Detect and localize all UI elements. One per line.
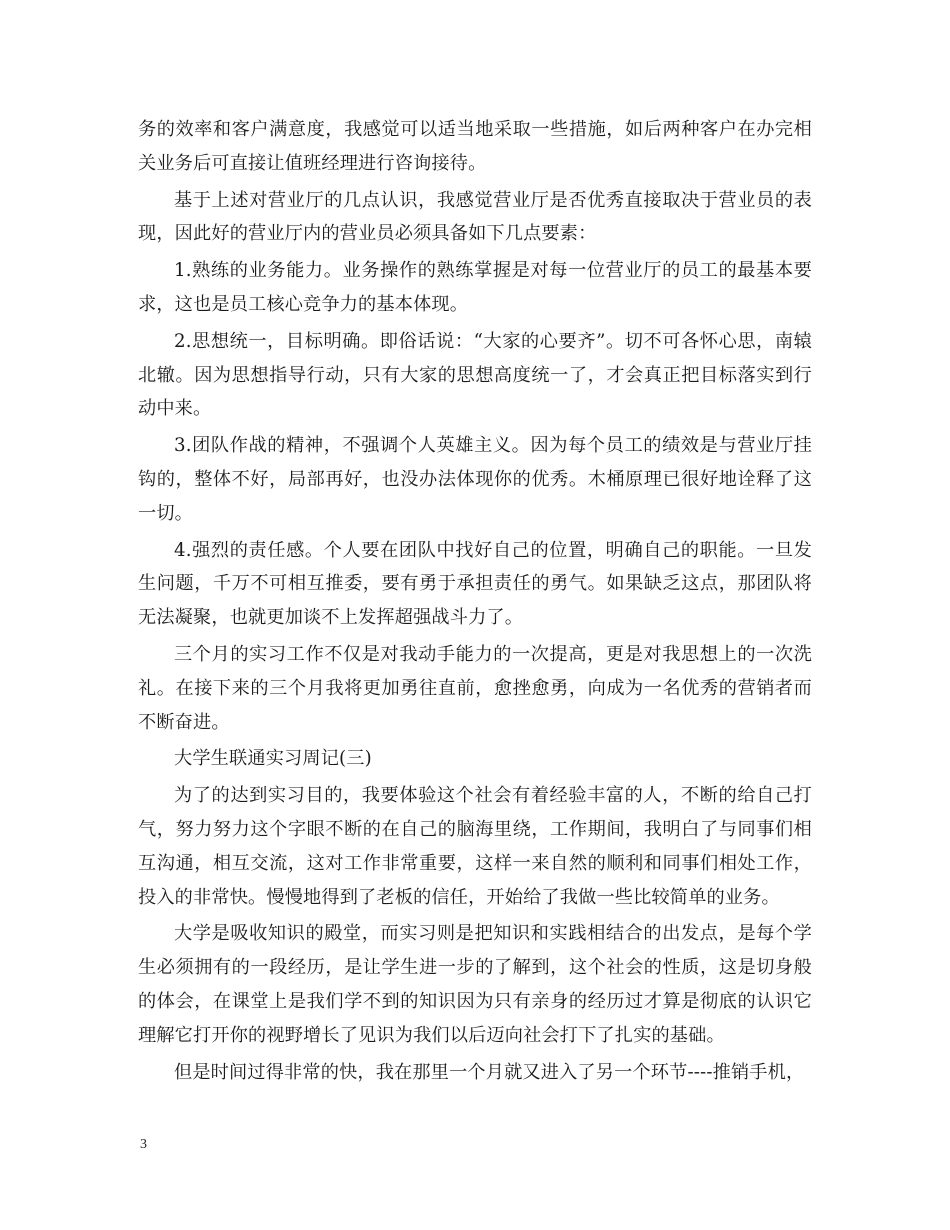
list-item-paragraph: 1.熟练的业务能力。业务操作的熟练掌握是对每一位营业厅的员工的最基本要求，这也是员工核心竞争力的基本体现。: [138, 260, 812, 315]
paragraph: 为了的达到实习目的，我要体验这个社会有着经验丰富的人，不断的给自己打气，努力努力这个字眼不断的在自己的脑海里绕，工作期间，我明白了与同事们相互沟通，相互交流，这对工作非常重要，这样一来自然的顺利和同事们相处工作，投入的非常快。慢慢地得到了老板的信任，开始给了我做一些比较简单的业务。: [138, 785, 812, 908]
document-body: [138, 113, 812, 1092]
paragraph: 大学是吸收知识的殿堂，而实习则是把知识和实践相结合的出发点，是每个学生必须拥有的一段经历，是让学生进一步的了解到，这个社会的性质，这是切身般的体会，在课堂上是我们学不到的知识因为只有亲身的经历过才算是彻底的认识它理解它打开你的视野增长了见识为我们以后迈向社会打下了扎实的基础。: [138, 923, 812, 1046]
paragraph: 务的效率和客户满意度，我感觉可以适当地采取一些措施，如后两种客户在办完相关业务后可直接让值班经理进行咨询接待。: [138, 119, 812, 174]
list-item-paragraph: 3.团队作战的精神，不强调个人英雄主义。因为每个员工的绩效是与营业厅挂钩的，整体不好，局部再好，也没办法体现你的优秀。木桶原理已很好地诠释了这一切。: [138, 435, 812, 524]
paragraph: 但是时间过得非常的快，我在那里一个月就又进入了另一个环节----推销手机，: [174, 1061, 805, 1083]
page-number: 3: [140, 1137, 147, 1152]
section-heading: 大学生联通实习周记(三): [174, 748, 372, 770]
list-item-paragraph: 4.强烈的责任感。个人要在团队中找好自己的位置，明确自己的职能。一旦发生问题，千万不可相互推委，要有勇于承担责任的勇气。如果缺乏这点，那团队将无法凝聚，也就更加谈不上发挥超强战斗力了。: [138, 539, 812, 629]
paragraph: 三个月的实习工作不仅是对我动手能力的一次提高，更是对我思想上的一次洗礼。在接下来的三个月我将更加勇往直前，愈挫愈勇，向成为一名优秀的营销者而不断奋进。: [138, 643, 812, 733]
paragraph: 基于上述对营业厅的几点认识，我感觉营业厅是否优秀直接取决于营业员的表现，因此好的营业厅内的营业员必须具备如下几点要素：: [138, 189, 812, 245]
list-item-paragraph: 2.思想统一，目标明确。即俗话说：“大家的心要齐”。切不可各怀心思，南辕北辙。因为思想指导行动，只有大家的思想高度统一了，才会真正把目标落实到行动中来。: [138, 330, 812, 420]
